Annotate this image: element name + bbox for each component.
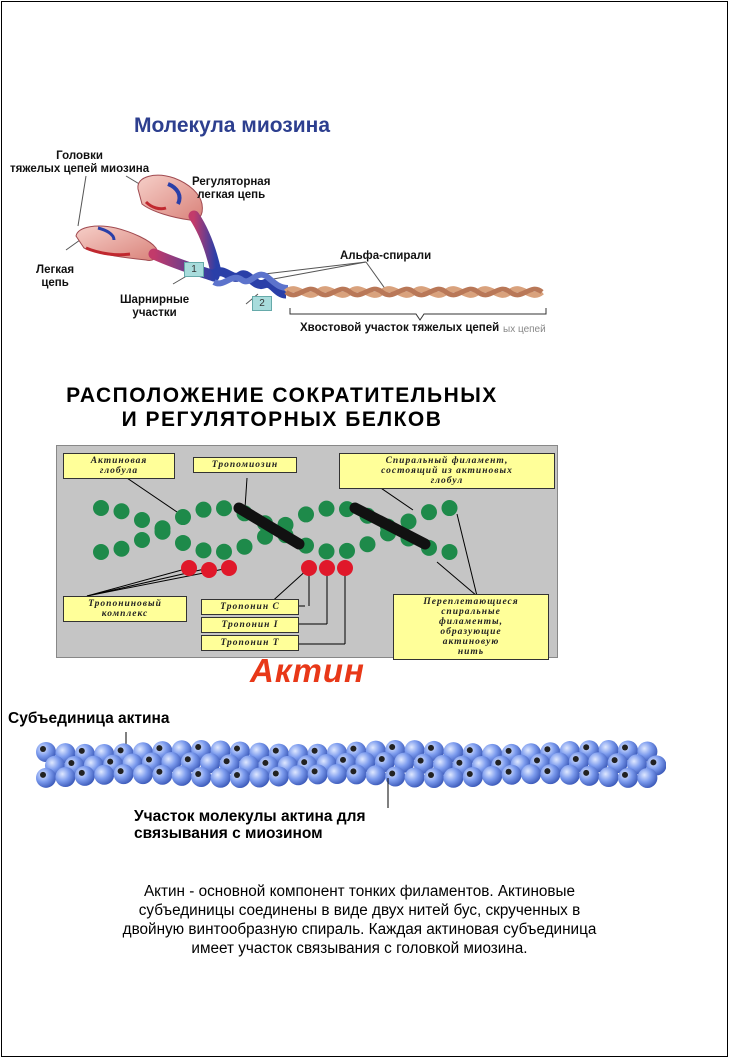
note-spiral-filament — [339, 453, 555, 489]
myosin-binding-site — [273, 748, 279, 754]
myosin-binding-site — [301, 759, 307, 765]
troponin-globule — [181, 560, 197, 576]
actin-globule — [216, 544, 232, 560]
hinge-number-2: 2 — [252, 296, 272, 311]
hinge-number-1: 1 — [184, 262, 204, 277]
note-troponin-complex-line1: Тропониновый — [88, 599, 162, 609]
actin-subunit — [288, 765, 308, 785]
myosin-binding-site — [79, 770, 85, 776]
myosin-binding-site — [350, 746, 356, 752]
label-myosin-binding-site-line2: связывания с миозином — [134, 825, 323, 842]
myosin-binding-site — [467, 771, 473, 777]
note-actin-globule-line1: Актиновая — [90, 456, 148, 466]
myosin-binding-site — [544, 746, 550, 752]
myosin-binding-site — [118, 768, 124, 774]
myosin-binding-site — [79, 748, 85, 754]
myosin-binding-site — [583, 744, 589, 750]
note-spiral-filament-line2: состоящий из актиновых — [381, 466, 513, 476]
myosin-title: Молекула миозина — [134, 114, 331, 137]
actin-subunit — [172, 766, 192, 786]
note-intertwined-filaments — [393, 594, 549, 660]
actin-globule — [360, 536, 376, 552]
note-actin-globule-line2: глобула — [99, 466, 139, 476]
regulatory-diagram-panel — [56, 445, 558, 658]
myosin-binding-site — [573, 756, 579, 762]
note-troponin-c: Тропонин C — [201, 599, 299, 615]
label-myosin-binding-site-line1: Участок молекулы актина для — [134, 808, 366, 825]
actin-globule — [298, 506, 314, 522]
description-line1: Актин - основной компонент тонких филаментов. Актиновые — [143, 883, 576, 900]
troponin-globule — [201, 562, 217, 578]
myosin-binding-site — [418, 758, 424, 764]
actin-globule — [421, 504, 437, 520]
label-hinge-regions-line1: Шарнирные — [120, 294, 190, 306]
myosin-binding-site — [273, 770, 279, 776]
label-regulatory-chain-line1: Регуляторная — [192, 176, 271, 188]
actin-globule — [114, 503, 130, 519]
label-myosin-binding-site — [134, 808, 366, 842]
myosin-binding-site — [156, 745, 162, 751]
myosin-binding-site — [350, 768, 356, 774]
troponin-globule — [221, 560, 237, 576]
myosin-binding-site — [312, 768, 318, 774]
regulatory-title-line1: РАСПОЛОЖЕНИЕ СОКРАТИТЕЛЬНЫХ — [66, 384, 498, 407]
label-regulatory-chain — [192, 176, 270, 202]
note-actin-globule — [63, 453, 175, 479]
myosin-binding-site — [534, 757, 540, 763]
label-myosin-heads — [10, 150, 149, 176]
actin-subunit — [637, 768, 657, 788]
note-tropomyosin: Тропомиозин — [193, 457, 297, 473]
actin-globule — [175, 509, 191, 525]
troponin-globule — [319, 560, 335, 576]
actin-subunit — [152, 765, 172, 785]
actin-globule — [134, 532, 150, 548]
label-tail-region-ghost: ых цепей — [503, 324, 546, 335]
note-troponin-i: Тропонин I — [201, 617, 299, 633]
note-spiral-filament-line1: Спиральный филамент, — [385, 456, 509, 466]
myosin-binding-site — [262, 760, 268, 766]
actin-description — [2, 882, 717, 958]
myosin-binding-site — [467, 747, 473, 753]
myosin-binding-site — [612, 757, 618, 763]
note-intertwined-line1: Переплетающиеся — [423, 597, 519, 607]
note-intertwined-line4: образующие — [440, 627, 502, 637]
actin-subunit — [249, 767, 269, 787]
actin-subunit — [521, 764, 541, 784]
note-intertwined-line2: спиральные — [441, 607, 501, 617]
myosin-binding-site — [622, 744, 628, 750]
myosin-binding-site — [40, 746, 46, 752]
actin-subunit — [36, 768, 56, 788]
actin-globule — [319, 543, 335, 559]
actin-globule — [339, 543, 355, 559]
actin-subunit — [327, 764, 347, 784]
actin-subunit — [579, 766, 599, 786]
description-line3: двойную винтообразную спираль. Каждая актиновая субъединица — [122, 921, 597, 938]
myosin-binding-site — [506, 769, 512, 775]
myosin-site-pointer — [378, 776, 398, 816]
myosin-binding-site — [379, 756, 385, 762]
myosin-binding-site — [650, 759, 656, 765]
label-light-chain-line1: Легкая — [36, 264, 75, 276]
actin-subunit — [540, 764, 560, 784]
label-light-chain — [36, 264, 74, 290]
actin-globule — [175, 535, 191, 551]
myosin-binding-site — [107, 759, 113, 765]
myosin-binding-site — [195, 771, 201, 777]
note-spiral-filament-line3: глобул — [430, 476, 464, 486]
note-intertwined-line6: нить — [457, 647, 485, 657]
troponin-globule — [337, 560, 353, 576]
description-line4: имеет участок связывания с головкой миозина. — [191, 940, 528, 957]
actin-subunit — [502, 765, 522, 785]
actin-filament — [36, 740, 666, 790]
actin-globule — [442, 544, 458, 560]
myosin-binding-site — [428, 745, 434, 751]
myosin-figure — [6, 104, 578, 348]
actin-subunit — [599, 767, 619, 787]
myosin-binding-site — [68, 760, 74, 766]
myosin-binding-site — [428, 772, 434, 778]
actin-globule — [134, 512, 150, 528]
myosin-binding-site — [340, 757, 346, 763]
actin-subunit — [443, 768, 463, 788]
myosin-binding-site — [389, 744, 395, 750]
myosin-binding-site — [456, 760, 462, 766]
actin-subunit — [308, 764, 328, 784]
actin-globule — [93, 500, 109, 516]
myosin-binding-site — [312, 748, 318, 754]
myosin-binding-site — [146, 756, 152, 762]
actin-subunit — [211, 768, 231, 788]
myosin-binding-site — [495, 760, 501, 766]
actin-title: Актин — [250, 652, 365, 689]
myosin-diagram — [6, 104, 578, 348]
troponin-complexes — [181, 560, 353, 578]
actin-globule — [196, 502, 212, 518]
myosin-binding-site — [156, 769, 162, 775]
actin-subunit — [114, 764, 134, 784]
label-hinge-regions-line2: участки — [132, 307, 177, 319]
myosin-binding-site — [622, 772, 628, 778]
actin-subunit — [75, 766, 95, 786]
label-tail-region: Хвостовой участок тяжелых цепей — [300, 322, 500, 334]
actin-subunit — [55, 767, 75, 787]
actin-subunit — [482, 766, 502, 786]
label-alpha-helices: Альфа-спирали — [340, 250, 432, 262]
actin-subunit — [230, 768, 250, 788]
regulatory-title-line2: И РЕГУЛЯТОРНЫХ БЕЛКОВ — [121, 408, 443, 431]
note-intertwined-line5: актиновую — [442, 637, 500, 647]
regulatory-proteins-figure — [6, 370, 558, 658]
actin-subunit — [269, 766, 289, 786]
myosin-binding-site — [224, 758, 230, 764]
note-intertwined-line3: филаменты, — [438, 617, 504, 627]
actin-globule — [442, 500, 458, 516]
label-light-chain-line2: цепь — [41, 277, 69, 289]
label-actin-subunit: Субъединица актина — [8, 710, 170, 727]
actin-subunit — [463, 767, 483, 787]
myosin-binding-site — [195, 744, 201, 750]
actin-subunit — [346, 764, 366, 784]
actin-globule — [216, 500, 232, 516]
myosin-binding-site — [118, 747, 124, 753]
actin-subunit — [405, 767, 425, 787]
note-troponin-complex — [63, 596, 187, 622]
myosin-binding-site — [234, 745, 240, 751]
myosin-binding-site — [506, 748, 512, 754]
myosin-binding-site — [583, 770, 589, 776]
note-troponin-t: Тропонин T — [201, 635, 299, 651]
actin-globule — [196, 542, 212, 558]
myosin-binding-site — [544, 768, 550, 774]
actin-subunits — [36, 740, 666, 788]
myosin-binding-site — [185, 756, 191, 762]
label-regulatory-chain-line2: легкая цепь — [197, 189, 266, 201]
actin-subunit — [618, 768, 638, 788]
actin-subunit — [94, 765, 114, 785]
myosin-binding-site — [234, 772, 240, 778]
description-line2: субъединицы соединены в виде двух нитей бус, скрученных в — [138, 902, 581, 919]
myosin-binding-site — [40, 772, 46, 778]
myosin-lower-head — [76, 226, 157, 260]
troponin-globule — [301, 560, 317, 576]
note-troponin-complex-line2: комплекс — [101, 609, 149, 619]
actin-globule — [237, 539, 253, 555]
actin-subunit — [191, 767, 211, 787]
label-myosin-heads-line1: Головки — [56, 150, 103, 162]
actin-subunit — [133, 764, 153, 784]
label-myosin-heads-line2: тяжелых цепей миозина — [10, 163, 150, 175]
actin-globule — [155, 520, 171, 536]
regulatory-title — [6, 384, 558, 432]
label-hinge-regions — [120, 294, 189, 320]
actin-globule — [319, 501, 335, 517]
actin-globule — [114, 541, 130, 557]
actin-subunit — [424, 768, 444, 788]
actin-subunit — [560, 765, 580, 785]
actin-globule — [93, 544, 109, 560]
